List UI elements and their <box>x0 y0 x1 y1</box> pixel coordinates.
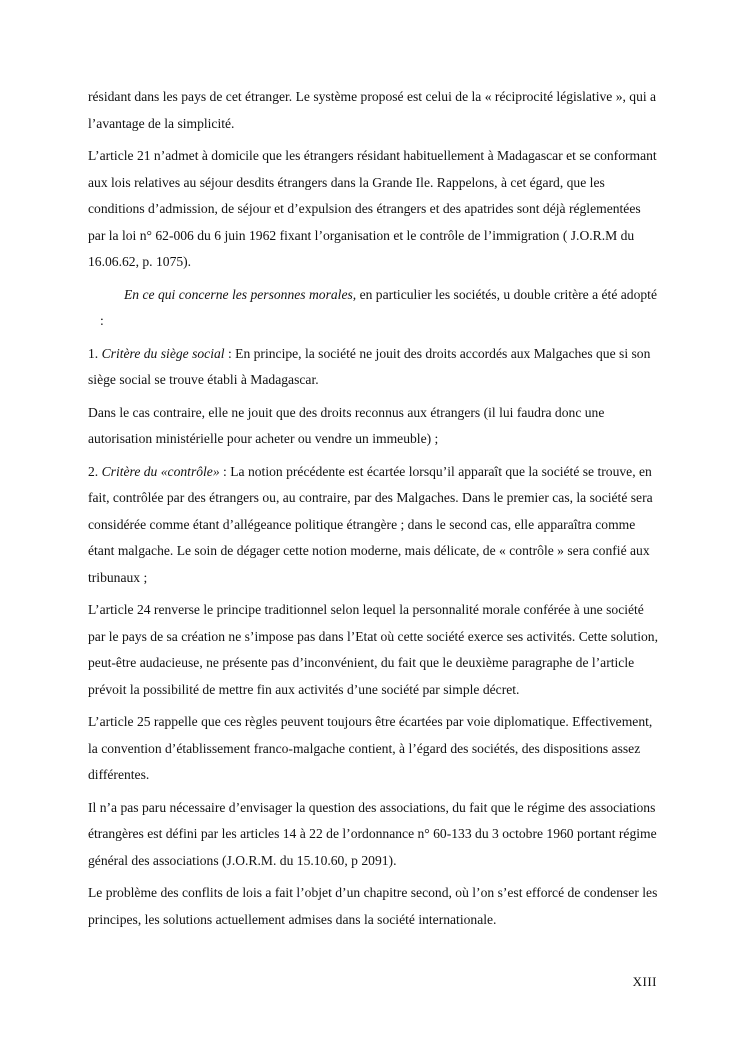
paragraph-6-text: : La notion précédente est écartée lorsqu’il apparaît que la société se trouve, en fait, contrôlée par des étrangers ou, au contraire, par des Malgaches. Dans le premier cas, la société sera considérée comme étant d’allégeance politique étrangère ; dans le second cas, elle apparaîtra comme étant malgache. Le soin de dégager cette notion moderne, mais délicate, de « contrôle » sera confié aux tribunaux ; <box>88 463 653 585</box>
paragraph-3 <box>88 282 660 335</box>
page-number: XIII <box>632 974 657 989</box>
paragraph-9 <box>88 795 660 875</box>
paragraph-6 <box>88 459 660 592</box>
paragraph-5-text: Dans le cas contraire, elle ne jouit que des droits reconnus aux étrangers (il lui faudra donc une autorisation ministérielle pour acheter ou vendre un immeuble) ; <box>88 404 605 446</box>
paragraph-2-text: L’article 21 n’admet à domicile que les étrangers résidant habituellement à Madagascar et se conformant aux lois relatives au séjour desdits étrangers dans la Grande Ile. Rappelons, à cet égard, que les conditions d’admission, de séjour et d’expulsion des étrangers et des apatrides sont déjà réglementées par la loi n° 62-006 du 6 juin 1962 fixant l’organisation et le contrôle de l’immigration ( J.O.R.M du 16.06.62, p. 1075). <box>88 148 657 269</box>
paragraph-6-number: 2. <box>88 463 102 479</box>
body-text <box>88 84 660 939</box>
paragraph-4-italic: Critère du siège social <box>101 345 225 361</box>
paragraph-9-text: Il n’a pas paru nécessaire d’envisager la question des associations, du fait que le régime des associations étrangères est défini par les articles 14 à 22 de l’ordonnance n° 60-133 du 3 octobre 1960 portant régime général des associations (J.O.R.M. du 15.10.60, p 2091). <box>88 799 657 868</box>
paragraph-6-italic: Critère du «contrôle» <box>101 463 220 479</box>
paragraph-3-italic: En ce qui concerne les personnes morales, <box>124 286 357 302</box>
paragraph-10 <box>88 880 660 933</box>
paragraph-7-text: L’article 24 renverse le principe traditionnel selon lequel la personnalité morale conférée à une société par le pays de sa création ne s’impose pas dans l’Etat où cette société exerce ses activités. Cette solution, peut-être audacieuse, ne présente pas d’inconvénient, du fait que le deuxième paragraphe de l’article prévoit la possibilité de mettre fin aux activités d’une société par simple décret. <box>88 602 658 697</box>
paragraph-4-text: : En principe, la société ne jouit des droits accordés aux Malgaches que si son siège social se trouve établi à Madagascar. <box>88 345 651 387</box>
paragraph-2 <box>88 143 660 276</box>
paragraph-1-text: résidant dans les pays de cet étranger. Le système proposé est celui de la « réciprocité législative », qui a l’avantage de la simplicité. <box>88 89 657 131</box>
paragraph-3-text: en particulier les sociétés, u double critère a été adopté : <box>100 286 657 328</box>
paragraph-1 <box>88 84 660 137</box>
paragraph-7 <box>88 597 660 703</box>
paragraph-4 <box>88 341 660 394</box>
paragraph-8-text: L’article 25 rappelle que ces règles peuvent toujours être écartées par voie diplomatique. Effectivement, la convention d’établissement franco-malgache contient, à l’égard des sociétés, des dispositions assez différentes. <box>88 714 653 782</box>
paragraph-10-text: Le problème des conflits de lois a fait l’objet d’un chapitre second, où l’on s’est efforcé de condenser les principes, les solutions actuellement admises dans la société internationale. <box>88 885 658 927</box>
paragraph-4-number: 1. <box>88 345 102 361</box>
paragraph-5 <box>88 400 660 453</box>
paragraph-8 <box>88 709 660 789</box>
